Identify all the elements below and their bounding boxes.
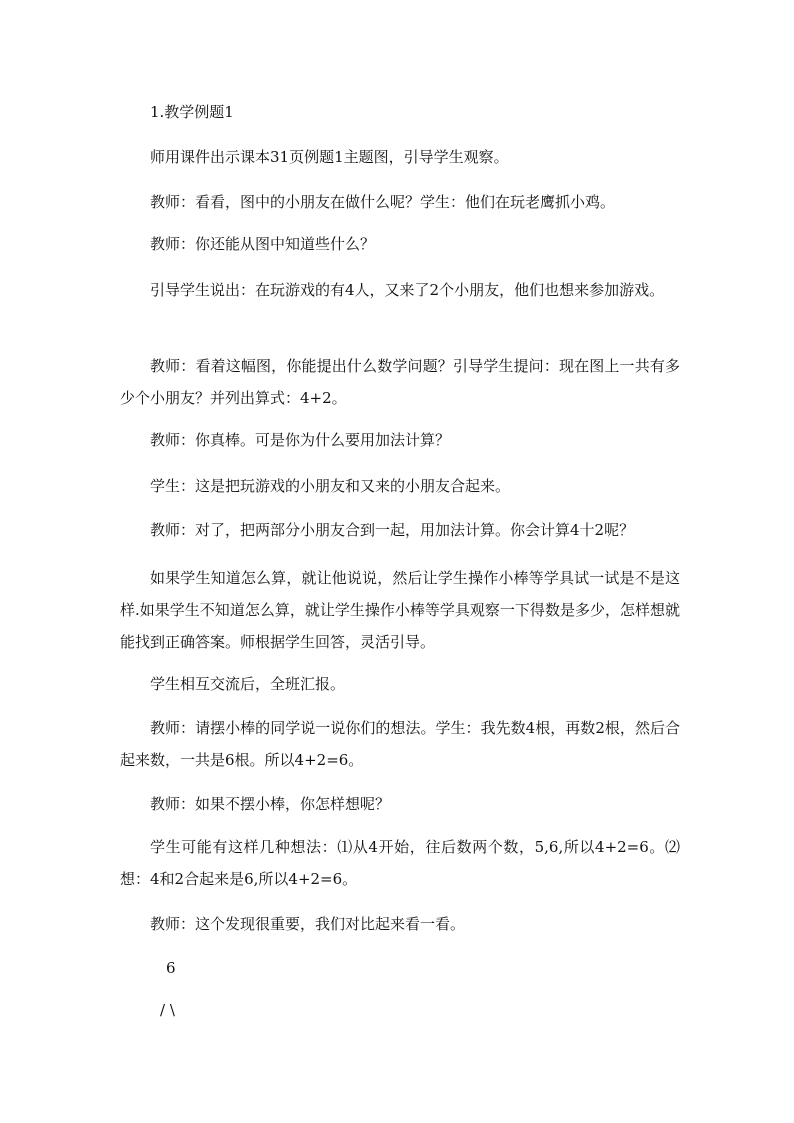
paragraph: 教师：如果不摆小棒，你怎样想呢？ — [150, 795, 391, 813]
diagram-top-number: 6 — [166, 959, 176, 977]
paragraph: 教师：这个发现很重要，我们对比起来看一看。 — [150, 915, 466, 933]
paragraph: 学生相互交流后，全班汇报。 — [150, 675, 346, 693]
paragraph: 如果学生知道怎么算，就让他说说，然后让学生操作小棒等学具试一试是不是这样.如果学生不知道怎么算，就让学生操作小棒等学具观察一下得数是多少，怎样想就能找到正确答案。师根据学生回答，灵活引导。 — [120, 569, 680, 651]
paragraph: 教师：看着这幅图，你能提出什么数学问题？引导学生提问：现在图上一共有多少个小朋友？并列出算式：4+2。 — [120, 357, 680, 407]
paragraph: 师用课件出示课本31页例题1主题图，引导学生观察。 — [150, 148, 509, 166]
paragraph: 教师：你还能从图中知道些什么？ — [150, 235, 376, 253]
paragraph: 引导学生说出：在玩游戏的有4人，又来了2个小朋友，他们也想来参加游戏。 — [150, 281, 665, 299]
paragraph: 教师：看看，图中的小朋友在做什么呢？学生：他们在玩老鹰抓小鸡。 — [150, 193, 616, 211]
paragraph: 教师：请摆小棒的同学说一说你们的想法。学生：我先数4根，再数2根，然后合起来数，一共是6根。所以4+2=6。 — [120, 719, 680, 769]
paragraph: 学生：这是把玩游戏的小朋友和又来的小朋友合起来。 — [150, 477, 511, 495]
diagram-branch-lines: / \ — [160, 1001, 175, 1019]
paragraph: 教师：你真棒。可是你为什么要用加法计算？ — [150, 431, 451, 449]
paragraph: 学生可能有这样几种想法：⑴从4开始，往后数两个数，5,6,所以4+2=6。⑵想：4和2合起来是6,所以4+2=6。 — [120, 838, 680, 888]
paragraph: 教师：对了，把两部分小朋友合到一起，用加法计算。你会计算4十2呢？ — [150, 521, 635, 539]
section-heading: 1.教学例题1 — [150, 103, 234, 121]
